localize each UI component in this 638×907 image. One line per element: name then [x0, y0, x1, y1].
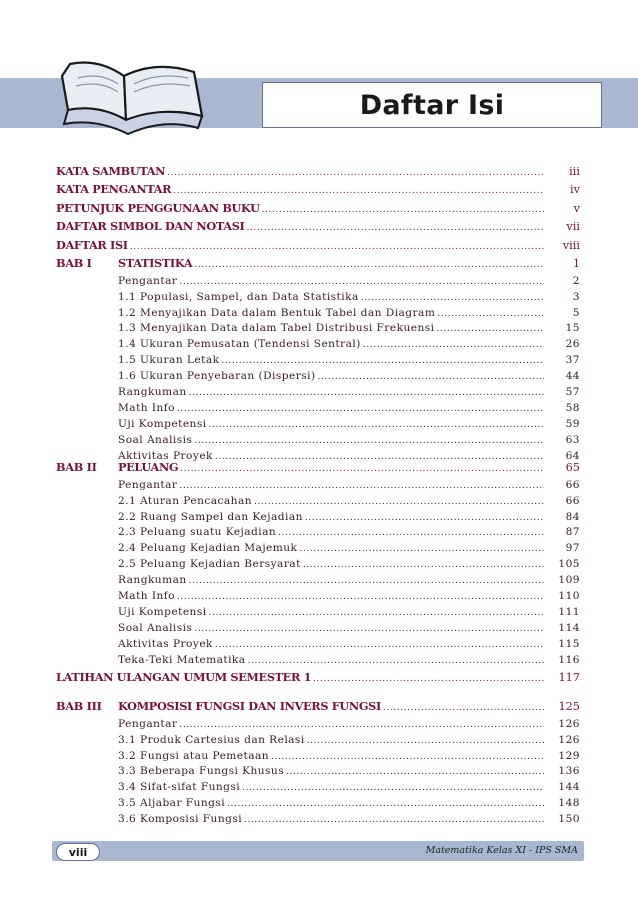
- chapter-bab-3: [56, 699, 580, 829]
- toc-item[interactable]: 1.6 Ukuran Penyebaran (Dispersi) ..... 44: [118, 370, 580, 386]
- toc-item[interactable]: Math Info ..... 110: [118, 590, 580, 606]
- toc-item[interactable]: Soal Analisis ..... 63: [118, 434, 580, 450]
- toc-item[interactable]: 3.3 Beberapa Fungsi Khusus ..... 136: [118, 765, 580, 781]
- page-number-badge: [56, 843, 100, 861]
- footer-book-title: Matematika Kelas XI - IPS SMA: [425, 845, 578, 856]
- toc-item[interactable]: 1.5 Ukuran Letak ..... 37: [118, 354, 580, 370]
- toc-item[interactable]: Rangkuman ..... 57: [118, 386, 580, 402]
- toc-entry-exam[interactable]: LATIHAN ULANGAN UMUM SEMESTER 1 ..... 117: [56, 668, 580, 686]
- toc-item[interactable]: 2.3 Peluang suatu Kejadian ..... 87: [118, 526, 580, 542]
- toc-item[interactable]: Aktivitas Proyek ..... 64: [118, 450, 580, 466]
- page-title: Daftar Isi: [359, 89, 505, 121]
- toc-item[interactable]: 3.1 Produk Cartesius dan Relasi ..... 126: [118, 734, 580, 750]
- toc-item[interactable]: Pengantar ..... 66: [118, 479, 580, 495]
- toc-item[interactable]: 1.4 Ukuran Pemusatan (Tendensi Sentral) ..... 26: [118, 338, 580, 354]
- toc-item[interactable]: Soal Analisis ..... 114: [118, 622, 580, 638]
- chapter-items: [118, 275, 580, 466]
- toc-item[interactable]: 1.2 Menyajikan Data dalam Bentuk Tabel dan Diagram ..... 5: [118, 307, 580, 323]
- chapter-bab-2: [56, 460, 580, 669]
- open-book-icon: [48, 58, 208, 150]
- toc-item[interactable]: Teka-Teki Matematika ..... 116: [118, 654, 580, 670]
- chapter-bab-1: [56, 256, 580, 465]
- toc-item[interactable]: 2.1 Aturan Pencacahan ..... 66: [118, 495, 580, 511]
- page-number: viii: [68, 845, 88, 859]
- toc-item[interactable]: Aktivitas Proyek ..... 115: [118, 638, 580, 654]
- toc-item[interactable]: 1.3 Menyajikan Data dalam Tabel Distribusi Frekuensi ..... 15: [118, 322, 580, 338]
- toc-entry[interactable]: DAFTAR ISI ..... viii: [56, 236, 580, 254]
- toc-item[interactable]: Uji Kompetensi ..... 59: [118, 418, 580, 434]
- toc-item[interactable]: 2.5 Peluang Kejadian Bersyarat ..... 105: [118, 558, 580, 574]
- chapter-heading[interactable]: BAB III KOMPOSISI FUNGSI DAN INVERS FUNGSI ..... 125: [56, 699, 580, 718]
- exam-entry-wrap: [56, 668, 580, 686]
- toc-item[interactable]: 3.5 Aljabar Fungsi ..... 148: [118, 797, 580, 813]
- toc-entry[interactable]: DAFTAR SIMBOL DAN NOTASI ..... vii: [56, 217, 580, 235]
- toc-item[interactable]: 3.6 Komposisi Fungsi ..... 150: [118, 813, 580, 829]
- toc-item[interactable]: 2.4 Peluang Kejadian Majemuk ..... 97: [118, 542, 580, 558]
- toc-entry[interactable]: PETUNJUK PENGGUNAAN BUKU ..... v: [56, 199, 580, 217]
- front-matter-list: [56, 162, 580, 254]
- toc-item[interactable]: Math Info ..... 58: [118, 402, 580, 418]
- toc-item[interactable]: 3.4 Sifat-sifat Fungsi ..... 144: [118, 781, 580, 797]
- chapter-heading[interactable]: BAB II PELUANG ..... 65: [56, 460, 580, 479]
- title-box: [262, 82, 602, 128]
- toc-entry[interactable]: KATA SAMBUTAN ..... iii: [56, 162, 580, 180]
- chapter-items: [118, 479, 580, 670]
- toc-item[interactable]: Uji Kompetensi ..... 111: [118, 606, 580, 622]
- toc-entry[interactable]: KATA PENGANTAR ..... iv: [56, 180, 580, 198]
- chapter-heading[interactable]: BAB I STATISTIKA ..... 1: [56, 256, 580, 275]
- toc-item[interactable]: Pengantar ..... 2: [118, 275, 580, 291]
- toc-item[interactable]: Pengantar ..... 126: [118, 718, 580, 734]
- toc-item[interactable]: Rangkuman ..... 109: [118, 574, 580, 590]
- chapter-items: [118, 718, 580, 829]
- toc-item[interactable]: 2.2 Ruang Sampel dan Kejadian ..... 84: [118, 511, 580, 527]
- toc-item[interactable]: 1.1 Populasi, Sampel, dan Data Statistika ..... 3: [118, 291, 580, 307]
- toc-item[interactable]: 3.2 Fungsi atau Pemetaan ..... 129: [118, 750, 580, 766]
